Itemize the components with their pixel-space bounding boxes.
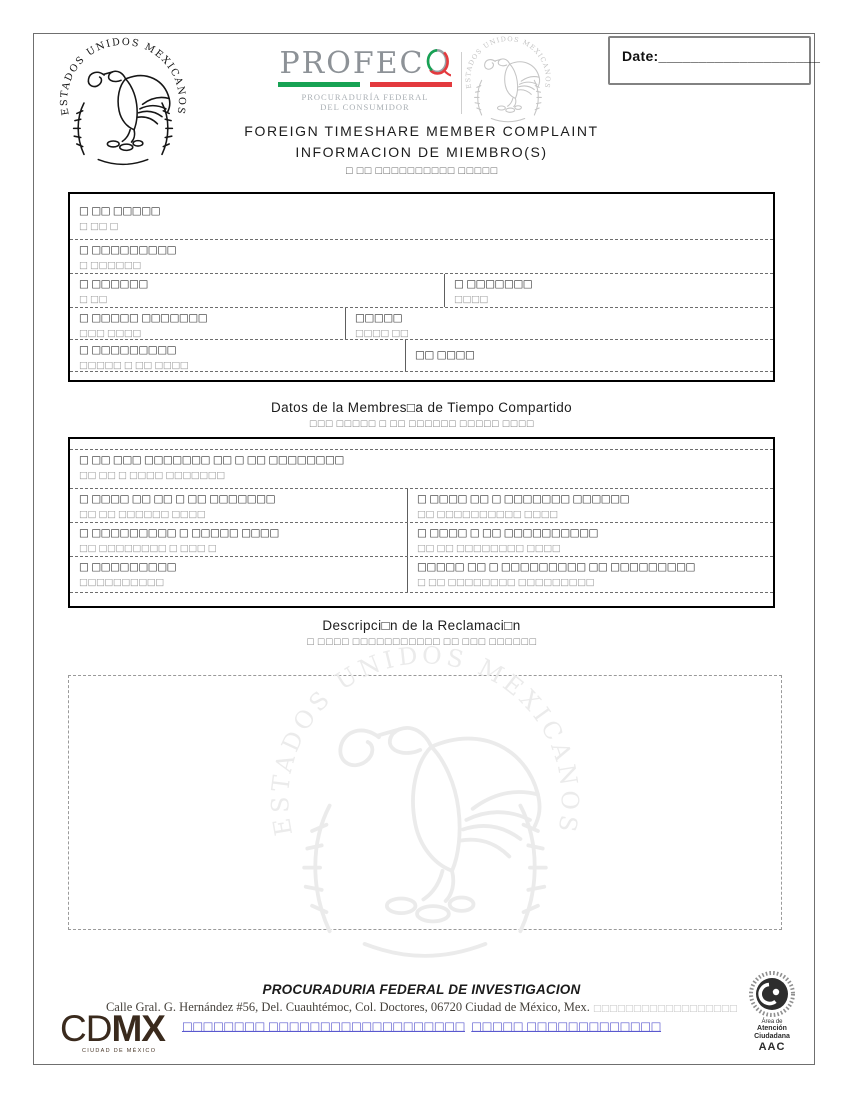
table-row-phone: [70, 308, 773, 340]
table-row-name: [70, 201, 773, 240]
form-field: [345, 308, 773, 339]
field-sublabel-glyphs: □□ □□□□□□□□ □ □□□ □: [79, 543, 217, 554]
table-row-contract: [70, 489, 773, 523]
field-sublabel-glyphs: □□□□ □□: [355, 328, 409, 339]
form-field: [70, 450, 773, 488]
field-label-glyphs: □ □□□□□□□□□: [79, 244, 177, 256]
cdmx-cd: CD: [60, 1008, 112, 1049]
complaint-description-area[interactable]: [68, 642, 782, 930]
field-sublabel-glyphs: □ □□□□□□: [79, 260, 141, 271]
logo-bars: [272, 82, 458, 87]
cdmx-tagline: CIUDAD DE MÉXICO: [82, 1048, 157, 1054]
field-sublabel-glyphs: □□□□□□□□□□: [79, 577, 164, 588]
field-label-glyphs: □ □□□□ □ □□ □□□□□□□□□□: [417, 527, 598, 539]
field-label-glyphs: □ □□□□ □□ □ □□□□□□□ □□□□□□: [417, 493, 630, 505]
form-title-block: [68, 123, 775, 176]
form-field: [407, 523, 773, 556]
table-row-address: [70, 240, 773, 274]
table-row-email: [70, 340, 773, 372]
form-field: [70, 489, 407, 522]
footer-organization: PROCURADURIA FEDERAL DE INVESTIGACION: [262, 982, 581, 997]
field-label-glyphs: □□□□□: [355, 312, 403, 324]
profeco-subtitle: [272, 92, 458, 113]
footer-address-text: Calle Gral. G. Hernández #56, Del. Cuauhtémoc, Col. Doctores, 06720 Ciudad de México, Mex.: [105, 1000, 593, 1014]
field-label-glyphs: □□□□□ □□ □ □□□□□□□□□ □□ □□□□□□□□□: [417, 561, 695, 573]
field-label-glyphs: □ □□□□□□□□□ □ □□□□□ □□□□: [79, 527, 279, 539]
form-field: [70, 557, 407, 592]
green-bar: [278, 82, 360, 87]
field-sublabel-glyphs: □□□□: [454, 294, 488, 305]
cdmx-wordmark: [60, 1008, 165, 1049]
field-sublabel-glyphs: □□ □□□□□□□□□□ □□□□: [417, 509, 558, 520]
table-spacer: [70, 194, 773, 201]
table-row-amount: [70, 523, 773, 557]
field-sublabel-glyphs: □□ □□ □□□□□□□□ □□□□: [417, 543, 561, 554]
form-field: [70, 240, 773, 273]
field-label-glyphs: □□ □□□□: [415, 349, 475, 361]
field-label-glyphs: □ □□ □□□ □□□□□□□ □□ □ □□ □□□□□□□□: [79, 454, 344, 466]
table-row-developer: [70, 450, 773, 489]
description-section-subtitle-glyphs: □ □□□□ □□□□□□□□□□□ □□ □□□ □□□□□□: [306, 637, 537, 647]
field-label-glyphs: □ □□□□□ □□□□□□□: [79, 312, 208, 324]
membership-section-heading: [68, 400, 775, 429]
field-label-glyphs: □ □□□□□□□: [454, 278, 533, 290]
membership-info-table: [68, 437, 775, 608]
title-subtext-glyphs: □ □□ □□□□□□□□□□ □□□□□: [345, 166, 498, 176]
form-field: [444, 274, 773, 307]
form-field: [70, 201, 773, 239]
coat-of-arms-graphic: [266, 643, 584, 973]
footer-address: [68, 1000, 775, 1015]
profeco-logo: [272, 47, 458, 113]
gray-seal: [462, 36, 554, 126]
aac-line3: Ciudadana: [754, 1033, 790, 1040]
form-field: [70, 523, 407, 556]
aac-line2: Atención: [757, 1025, 787, 1032]
field-label-glyphs: □ □□□□□□□□□: [79, 344, 177, 356]
aac-logo: [741, 971, 803, 1053]
membership-section-subtitle-glyphs: □□□ □□□□□ □ □□ □□□□□□ □□□□□ □□□□: [308, 419, 535, 429]
field-label-glyphs: □ □□□□ □□ □□ □ □□ □□□□□□□: [79, 493, 276, 505]
profeco-subtitle-line1: PROCURADURÍA FEDERAL: [301, 91, 429, 102]
form-field: [70, 340, 405, 371]
coat-of-arms-graphic: [462, 36, 554, 126]
date-label: Date:____________________: [622, 48, 821, 64]
table-spacer: [70, 439, 773, 450]
aac-line1: Área de: [761, 1019, 783, 1025]
member-info-table: [68, 192, 775, 382]
cdmx-mx: MX: [111, 1008, 165, 1049]
field-sublabel-glyphs: □□ □□ □ □□□□ □□□□□□□: [79, 470, 225, 481]
field-sublabel-glyphs: □ □□: [79, 294, 107, 305]
profeco-subtitle-line2: DEL CONSUMIDOR: [320, 102, 410, 112]
aac-emblem-icon: [749, 971, 795, 1017]
field-label-glyphs: □ □□ □□□□□: [79, 205, 161, 217]
field-sublabel-glyphs: □□□ □□□□: [79, 328, 141, 339]
field-label-glyphs: □ □□□□□□: [79, 278, 148, 290]
svg-text:ESTADOS UNIDOS MEXICANOS: ESTADOS UNIDOS MEXICANOS: [464, 36, 552, 90]
profeco-wordmark-text: PROFEC: [279, 46, 425, 81]
field-sublabel-glyphs: □□ □□ □□□□□□ □□□□: [79, 509, 206, 520]
footer-address-glyphs: □□□□□□□□□□□□□□□□□□: [592, 1004, 738, 1014]
footer-link-website[interactable]: □□□□□ □□□□□□□□□□□□□: [471, 1019, 662, 1033]
form-field: [405, 340, 773, 371]
form-field: [70, 308, 345, 339]
cdmx-logo: [60, 1008, 165, 1054]
red-bar: [370, 82, 452, 87]
svg-text:ESTADOS UNIDOS MEXICANOS: ESTADOS UNIDOS MEXICANOS: [266, 642, 584, 838]
field-sublabel-glyphs: □□□□□ □ □□ □□□□: [79, 360, 189, 371]
field-sublabel-glyphs: □ □□ □: [79, 221, 118, 232]
field-label-glyphs: □ □□□□□□□□□: [79, 561, 177, 573]
footer-links: [68, 1019, 775, 1033]
field-sublabel-glyphs: □ □□ □□□□□□□□ □□□□□□□□□: [417, 577, 595, 588]
table-row-payment: [70, 557, 773, 593]
membership-section-title: Datos de la Membres□a de Tiempo Compartido: [270, 400, 573, 415]
footer-link-email[interactable]: □□□□□□□□ □□□□□□□□□□□□□□□□□□□: [181, 1019, 465, 1033]
table-row-city-state: [70, 274, 773, 308]
form-title-spanish: INFORMACION DE MIEMBRO(S): [295, 144, 548, 160]
profeco-o-swoosh-icon: [425, 47, 451, 77]
form-field: [407, 557, 773, 592]
date-field[interactable]: [608, 36, 821, 85]
aac-acronym: AAC: [758, 1041, 786, 1053]
svg-text:ESTADOS UNIDOS MEXICANOS: ESTADOS UNIDOS MEXICANOS: [59, 36, 187, 117]
form-field: [407, 489, 773, 522]
profeco-wordmark: [272, 47, 458, 79]
form-field: [70, 274, 444, 307]
watermark-seal: [266, 643, 584, 973]
form-title-english: FOREIGN TIMESHARE MEMBER COMPLAINT: [244, 123, 599, 139]
description-section-title: Descripci□n de la Reclamaci□n: [322, 618, 521, 633]
